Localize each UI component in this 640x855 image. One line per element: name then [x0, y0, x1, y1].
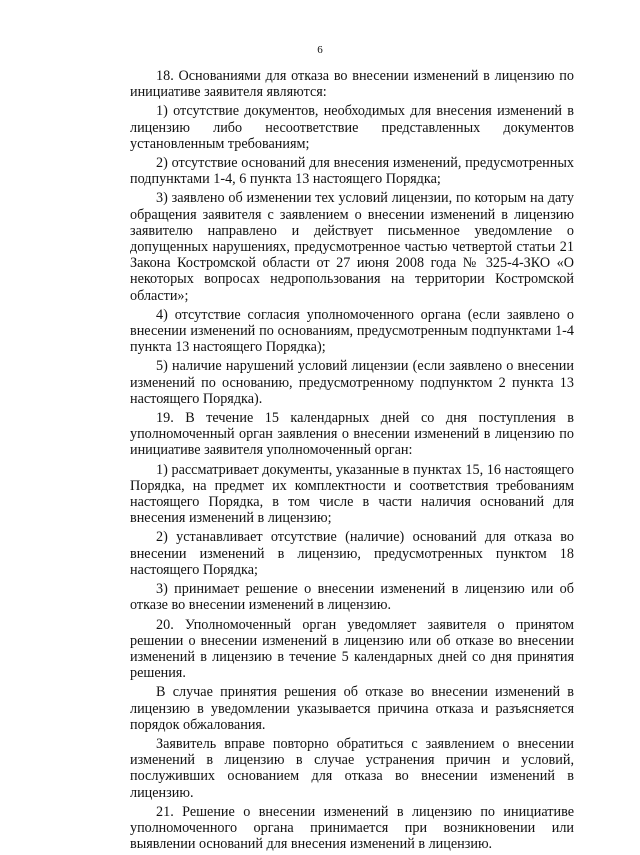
paragraph-18-item-1: 1) отсутствие документов, необходимых для внесения изменений в лицензию либо несоответствие представленных документов установленным требованиям; — [130, 103, 574, 152]
paragraph-20: 20. Уполномоченный орган уведомляет заявителя о принятом решении о внесении изменений в лицензию или об отказе во внесении изменений в лицензию в течение 5 календарных дней со дня принятия решения. — [130, 616, 574, 682]
page-number: 6 — [317, 44, 323, 56]
paragraph-18-item-5: 5) наличие нарушений условий лицензии (если заявлено о внесении изменений по основанию, предусмотренному подпунктом 2 пункта 13 настоящего Порядка). — [130, 358, 574, 407]
paragraph-18-item-3: 3) заявлено об изменении тех условий лицензии, по которым на дату обращения заявителя с заявлением о внесении изменений в лицензию заявителю направлено и действует письменное уведомление о допущенных нарушениях, предусмотренное частью четвертой статьи 21 Закона Костромской области от 27 июня 2008 года № 325-4-ЗКО «О некоторых вопросах недропользования на территории Костромской области»; — [130, 190, 574, 304]
paragraph-19-item-3: 3) принимает решение о внесении изменений в лицензию или об отказе во внесении изменений в лицензию. — [130, 581, 574, 614]
paragraph-18-item-4: 4) отсутствие согласия уполномоченного органа (если заявлено о внесении изменений по основаниям, предусмотренным подпунктами 1-4 пункта 13 настоящего Порядка); — [130, 306, 574, 356]
paragraph-18-item-2: 2) отсутствие оснований для внесения изменений, предусмотренных подпунктами 1-4, 6 пункта 13 настоящего Порядка; — [130, 155, 574, 188]
paragraph-21: 21. Решение о внесении изменений в лицензию по инициативе уполномоченного органа принимается при возникновении или выявлении оснований для внесения изменений в лицензию. — [130, 803, 574, 853]
paragraph-19: 19. В течение 15 календарных дней со дня поступления в уполномоченный орган заявления о внесении изменений в лицензию по инициативе заявителя уполномоченный орган: — [130, 410, 574, 459]
paragraph-19-item-1: 1) рассматривает документы, указанные в пунктах 15, 16 настоящего Порядка, на предмет их комплектности и соответствия требованиям настоящего Порядка, в том числе в части наличия оснований для внесения изменений в лицензию; — [130, 461, 574, 527]
paragraph-20-refusal: В случае принятия решения об отказе во внесении изменений в лицензию в уведомлении указывается причина отказа и разъясняется порядок обжалования. — [130, 684, 574, 733]
paragraph-18: 18. Основаниями для отказа во внесении изменений в лицензию по инициативе заявителя являются: — [130, 68, 574, 101]
document-body — [130, 68, 574, 855]
paragraph-19-item-2: 2) устанавливает отсутствие (наличие) оснований для отказа во внесении изменений в лицензию, предусмотренных пунктом 18 настоящего Порядка; — [130, 529, 574, 578]
paragraph-20-reapply: Заявитель вправе повторно обратиться с заявлением о внесении изменений в лицензию в случае устранения причин и условий, послуживших основанием для отказа во внесении изменений в лицензию. — [130, 735, 574, 801]
